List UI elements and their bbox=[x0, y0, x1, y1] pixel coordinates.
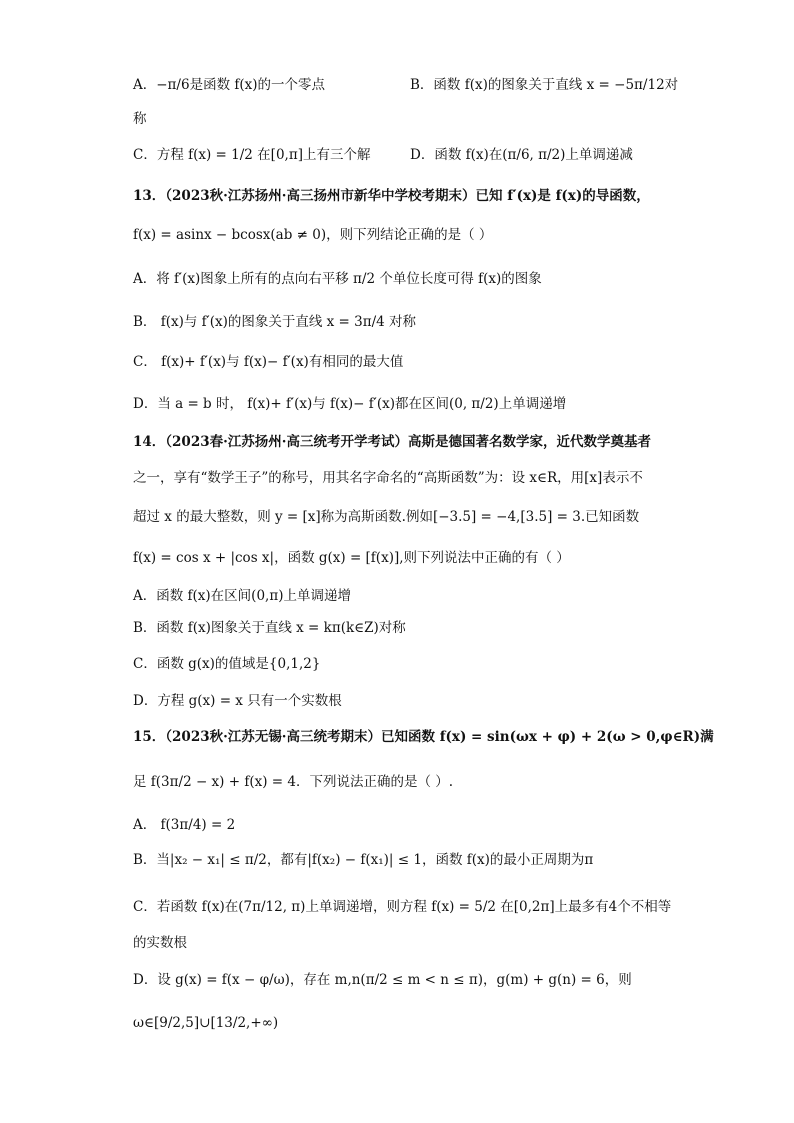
q15-option-c-cont: 的实数根 bbox=[133, 935, 187, 951]
q15-option-c: C．若函数 f(x)在(7π/12, π)上单调递增，则方程 f(x) = 5/2 在[0,2π]上最多有4个不相等 bbox=[133, 899, 672, 915]
q15-option-d-cont: ω∈[9/2,5]∪[13/2,+∞) bbox=[133, 1015, 279, 1031]
q13-option-a: A．将 f′(x)图象上所有的点向右平移 π/2 个单位长度可得 f(x)的图象 bbox=[133, 271, 542, 287]
q15-stem-cont: 足 f(3π/2 − x) + f(x) = 4．下列说法正确的是（ ）. bbox=[133, 774, 454, 790]
q15-option-a: A． f(3π/4) = 2 bbox=[133, 817, 236, 833]
q15-option-d: D．设 g(x) = f(x − φ/ω)，存在 m,n(π/2 ≤ m < n ≤ π)，g(m) + g(n) = 6，则 bbox=[133, 972, 632, 988]
q14-stem: 14．（2023春·江苏扬州·高三统考开学考试）高斯是德国著名数学家，近代数学奠基者 bbox=[133, 434, 652, 450]
q13-stem: 13．（2023秋·江苏扬州·高三扬州市新华中学校考期末）已知 f′(x)是 f(x)的导函数， bbox=[133, 188, 650, 204]
q14-stem-cont2: 超过 x 的最大整数，则 y = [x]称为高斯函数.例如[−3.5] = −4,[3.5] = 3.已知函数 bbox=[133, 509, 640, 525]
q12-option-b: B．函数 f(x)的图象关于直线 x = −5π/12对 bbox=[410, 77, 679, 93]
q12-option-d: D．函数 f(x)在(π/6, π/2)上单调递减 bbox=[410, 147, 633, 163]
q12-option-b-cont: 称 bbox=[133, 111, 147, 127]
q14-option-c: C．函数 g(x)的值域是{0,1,2} bbox=[133, 656, 321, 672]
q15-stem: 15．（2023秋·江苏无锡·高三统考期末）已知函数 f(x) = sin(ωx + φ) + 2(ω > 0,φ∈R)满 bbox=[133, 729, 714, 745]
q14-stem-cont3: f(x) = cos x + |cos x|，函数 g(x) = [f(x)],则下列说法中正确的有（ ） bbox=[133, 550, 570, 566]
q14-option-d: D．方程 g(x) = x 只有一个实数根 bbox=[133, 693, 342, 709]
q14-option-a: A．函数 f(x)在区间(0,π)上单调递增 bbox=[133, 588, 351, 604]
q12-option-c: C．方程 f(x) = 1/2 在[0,π]上有三个解 bbox=[133, 147, 371, 163]
q14-option-b: B．函数 f(x)图象关于直线 x = kπ(k∈Z)对称 bbox=[133, 620, 406, 636]
q14-stem-cont1: 之一，享有“数学王子”的称号，用其名字命名的“高斯函数”为：设 x∈R，用[x]表示不 bbox=[133, 470, 643, 486]
q15-option-b: B．当|x₂ − x₁| ≤ π/2，都有|f(x₂) − f(x₁)| ≤ 1，函数 f(x)的最小正周期为π bbox=[133, 852, 594, 868]
q13-option-b: B． f(x)与 f′(x)的图象关于直线 x = 3π/4 对称 bbox=[133, 314, 417, 330]
q13-option-c: C． f(x)+ f′(x)与 f(x)− f′(x)有相同的最大值 bbox=[133, 354, 404, 370]
q13-option-d: D．当 a = b 时， f(x)+ f′(x)与 f(x)− f′(x)都在区间(0, π/2)上单调递增 bbox=[133, 396, 567, 412]
q12-option-a: A．−π/6是函数 f(x)的一个零点 bbox=[133, 77, 326, 93]
q13-stem-cont: f(x) = asinx − bcosx(ab ≠ 0)，则下列结论正确的是（ ） bbox=[133, 227, 493, 243]
